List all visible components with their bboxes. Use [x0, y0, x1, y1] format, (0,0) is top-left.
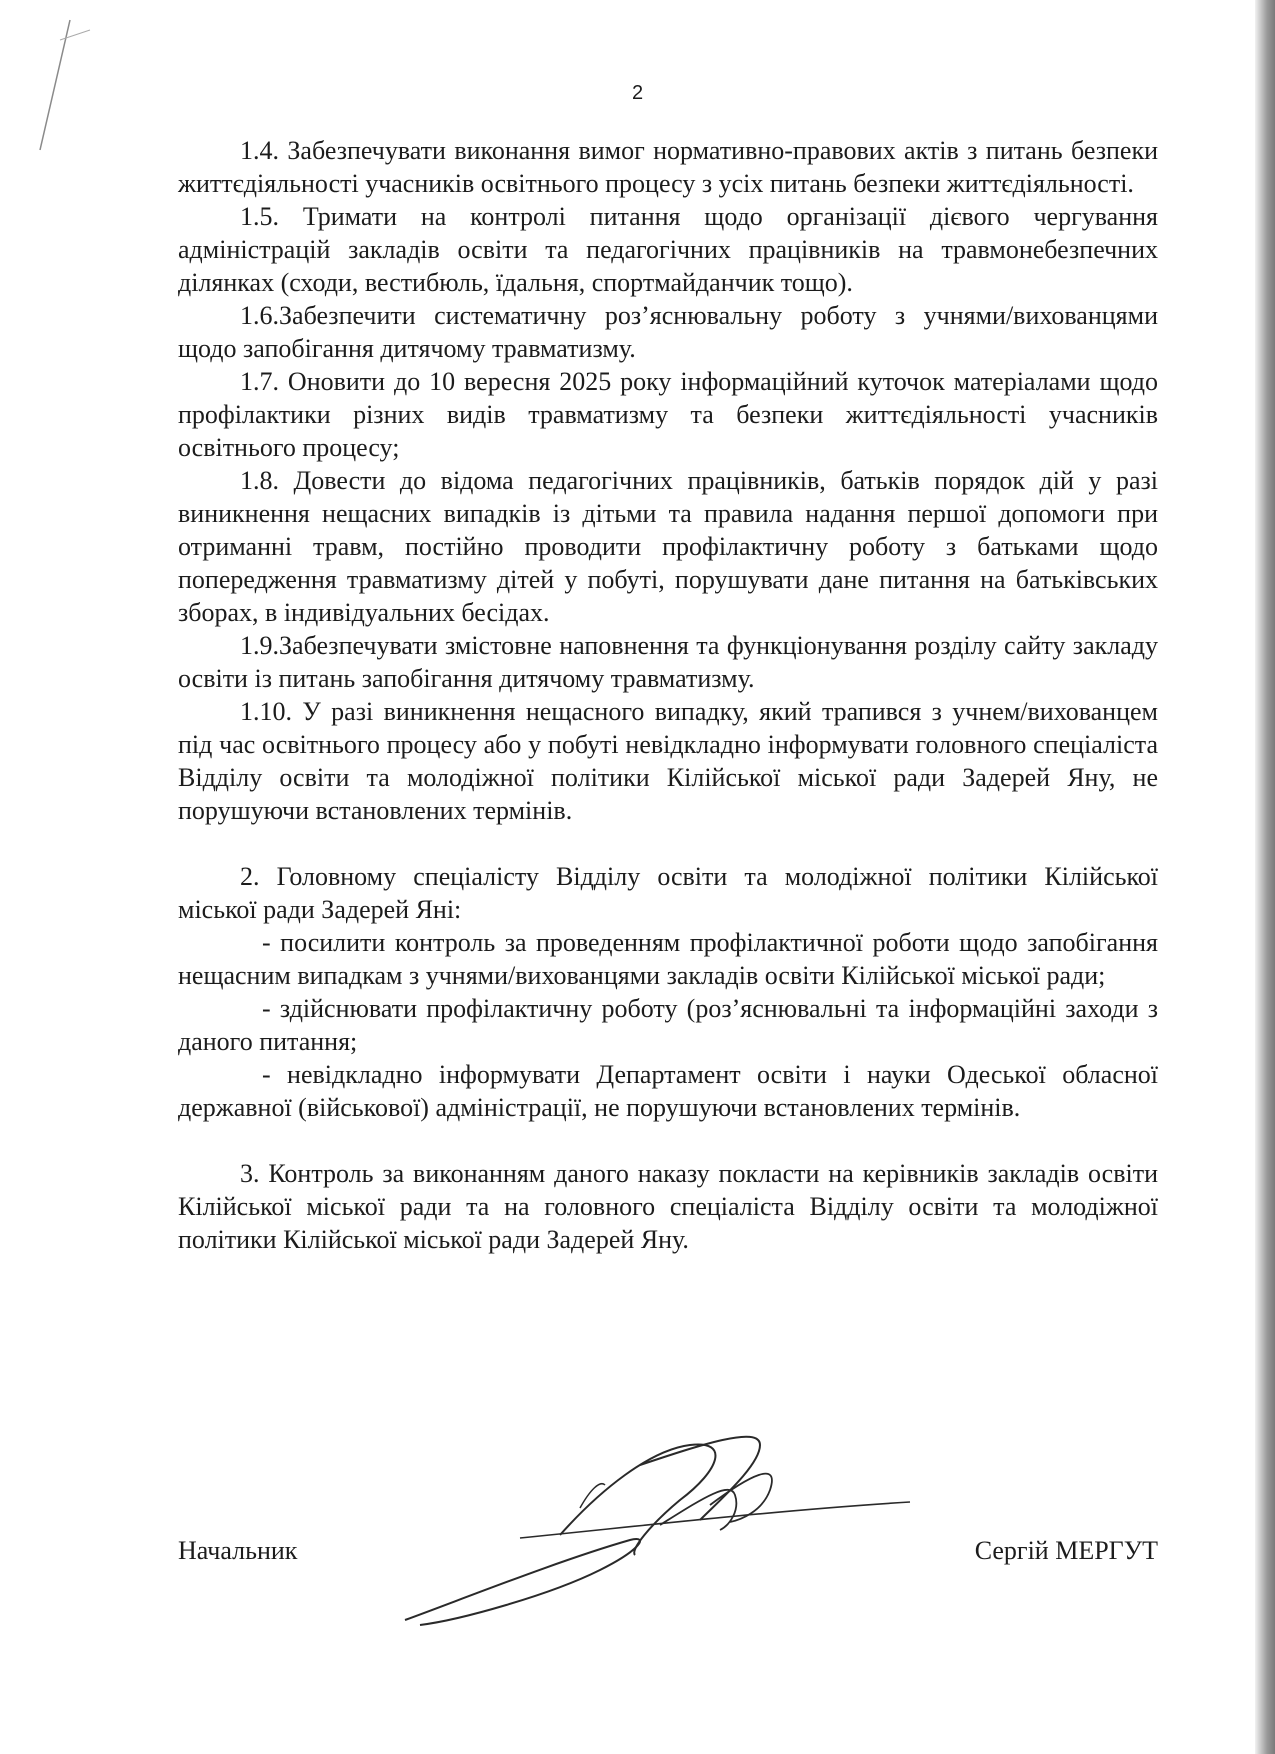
- item-number: 1.5.: [240, 202, 279, 231]
- section-number: 2.: [240, 862, 260, 891]
- scan-edge-shadow: [1255, 0, 1275, 1754]
- item-text: Забезпечувати виконання вимог нормативно-правових актів з питань безпеки життєдіяльності учасників освітнього процесу з усіх питань безпеки життєдіяльності.: [178, 136, 1158, 198]
- section-2-heading: [178, 860, 1158, 926]
- signatory-name: Сергій МЕРГУТ: [974, 1536, 1158, 1565]
- item-number: 1.10.: [240, 697, 292, 726]
- section-number: 3.: [240, 1159, 260, 1188]
- list-item-1-5: [178, 200, 1158, 299]
- section-3: [178, 1157, 1158, 1256]
- item-number: 1.7.: [240, 367, 279, 396]
- list-item-1-8: [178, 464, 1158, 629]
- item-text: У разі виникнення нещасного випадку, який трапився з учнем/вихованцем під час освітнього процесу або у побуті невідкладно інформувати головного спеціаліста Відділу освіти та молодіжної політики Кілійської міської ради Задерей Яну, не порушуючи встановлених термінів.: [178, 697, 1159, 825]
- list-item-1-4: [178, 134, 1158, 200]
- item-number: 1.6.: [240, 301, 279, 330]
- item-text: Забезпечити систематичну роз’яснювальну роботу з учнями/вихованцями щодо запобігання дитячому травматизму.: [178, 301, 1158, 363]
- spacer: [178, 827, 1158, 860]
- section-2-bullet-1: - посилити контроль за проведенням профілактичної роботи щодо запобігання нещасним випадкам з учнями/вихованцями закладів освіти Кілійської міської ради;: [178, 928, 1158, 990]
- page-number: 2: [631, 82, 644, 104]
- section-text: Контроль за виконанням даного наказу покласти на керівників закладів освіти Кілійської міської ради та на головного спеціаліста Відділу освіти та молодіжної політики Кілійської міської ради Задерей Яну.: [178, 1159, 1158, 1254]
- section-2-bullet-2: - здійснювати профілактичну роботу (роз’яснювальні та інформаційні заходи з даного питання;: [178, 994, 1158, 1056]
- item-number: 1.4.: [240, 136, 279, 165]
- item-text: Оновити до 10 вересня 2025 року інформаційний куточок матеріалами щодо профілактики різних видів травматизму та безпеки життєдіяльності учасників освітнього процесу;: [178, 367, 1158, 462]
- spacer: [178, 1124, 1158, 1157]
- list-item-1-6: [178, 299, 1158, 365]
- list-item-1-10: [178, 695, 1158, 827]
- item-number: 1.8.: [240, 466, 279, 495]
- section-2-bullet-3: - невідкладно інформувати Департамент освіти і науки Одеської обласної державної (військової) адміністрації, не порушуючи встановлених термінів.: [178, 1060, 1158, 1122]
- section-text: Головному спеціалісту Відділу освіти та молодіжної політики Кілійської міської ради Задерей Яні:: [178, 862, 1159, 924]
- item-number: 1.9.: [240, 631, 279, 660]
- item-text: Тримати на контролі питання щодо організації дієвого чергування адміністрацій закладів освіти та педагогічних працівників на травмонебезпечних ділянках (сходи, вестибюль, їдальня, спортмайданчик тощо).: [178, 202, 1159, 297]
- item-text: Довести до відома педагогічних працівників, батьків порядок дій у разі виникнення нещасних випадків із дітьми та правила надання першої допомоги при отриманні травм, постійно проводити профілактичну роботу з батьками щодо попередження травматизму дітей у побуті, порушувати дане питання на батьківських зборах, в індивідуальних бесідах.: [178, 466, 1158, 627]
- signature-block: [178, 1536, 1158, 1576]
- item-text: Забезпечувати змістовне наповнення та функціонування розділу сайту закладу освіти із питань запобігання дитячому травматизму.: [178, 631, 1158, 693]
- signatory-title: Начальник: [178, 1536, 298, 1565]
- list-item-1-7: [178, 365, 1158, 464]
- document-body: [178, 134, 1158, 1256]
- list-item-1-9: [178, 629, 1158, 695]
